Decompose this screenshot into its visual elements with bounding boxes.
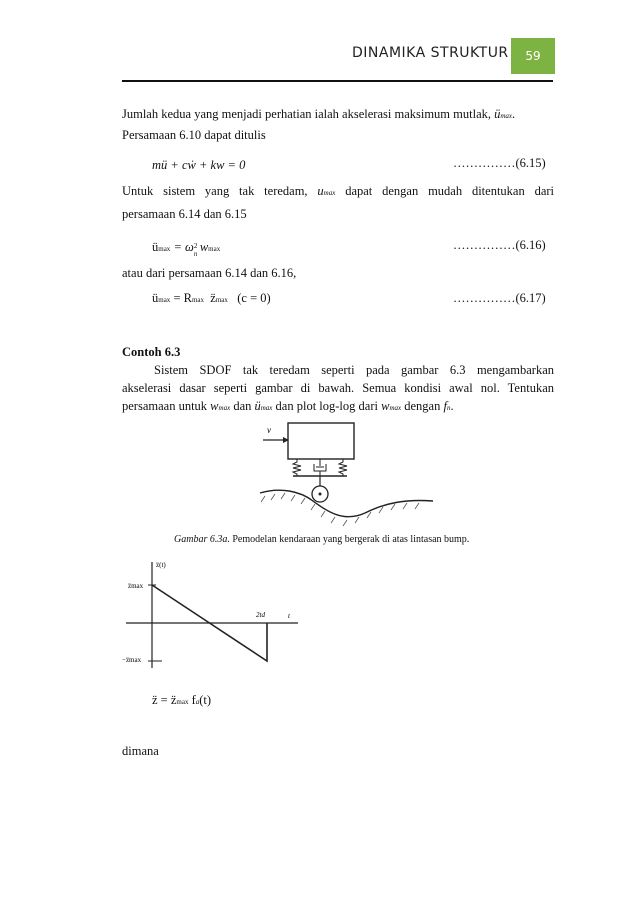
equation-6-17-number: ……………(6.17) xyxy=(453,291,546,305)
right-spring xyxy=(339,459,347,476)
equation-6-15-number: ……………(6.15) xyxy=(453,156,546,170)
road-hatching xyxy=(261,493,419,526)
paragraph-2-line-1: Untuk sistem yang tak teredam, umax dapat dengan mudah ditentukan dari xyxy=(122,184,555,198)
x-tick-label: 2td xyxy=(256,611,265,619)
y-axis-label: z̈(t) xyxy=(156,561,166,569)
paragraph-3: atau dari persamaan 6.14 dan 6.16, xyxy=(122,266,297,280)
figure-caption: Gambar 6.3a. Pemodelan kendaraan yang bergerak di atas lintasan bump. xyxy=(174,534,470,545)
equation-base-acceleration: z̈ = z̈max fa(t) xyxy=(152,693,212,707)
closing-word: dimana xyxy=(122,744,159,758)
equation-6-17: ümax = Rmax z̈max (c = 0) xyxy=(152,291,271,305)
umax-symbol: ümax xyxy=(494,107,513,121)
y-tick-top-label: z̈max xyxy=(128,582,144,590)
y-tick-bottom-label: −z̈max xyxy=(122,656,142,664)
velocity-label: v xyxy=(267,425,271,435)
example-line-3: persamaan untuk wmax dan ümax dan plot log-log dari wmax dengan fn. xyxy=(122,399,454,413)
equation-6-16: ümax = ω 2 n wmax xyxy=(152,240,221,258)
page-number-badge: 59 xyxy=(511,38,555,74)
header-rule xyxy=(122,80,553,82)
mass-block xyxy=(288,423,354,459)
base-acceleration-chart xyxy=(118,556,308,676)
paragraph-1-line-1: Jumlah kedua yang menjadi perhatian ialah akselerasi maksimum mutlak, ümax. xyxy=(122,107,516,121)
paragraph-1-line-2: Persamaan 6.10 dapat ditulis xyxy=(122,128,266,142)
example-line-2: akselerasi dasar seperti gambar di bawah. Semua kondisi awal nol. Tentukan xyxy=(122,381,554,395)
equation-6-15: mü + cẇ + kw = 0 xyxy=(152,158,246,172)
left-spring xyxy=(293,459,301,476)
equation-6-16-number: ……………(6.16) xyxy=(453,238,546,252)
running-header: DINAMIKA STRUKTUR xyxy=(352,45,509,61)
example-title: Contoh 6.3 xyxy=(122,345,181,359)
vehicle-model-figure xyxy=(255,415,435,530)
paragraph-2-line-2: persamaan 6.14 dan 6.15 xyxy=(122,207,247,221)
example-line-1: Sistem SDOF tak teredam seperti pada gambar 6.3 mengambarkan xyxy=(154,363,554,377)
x-axis-label: t xyxy=(288,612,290,620)
